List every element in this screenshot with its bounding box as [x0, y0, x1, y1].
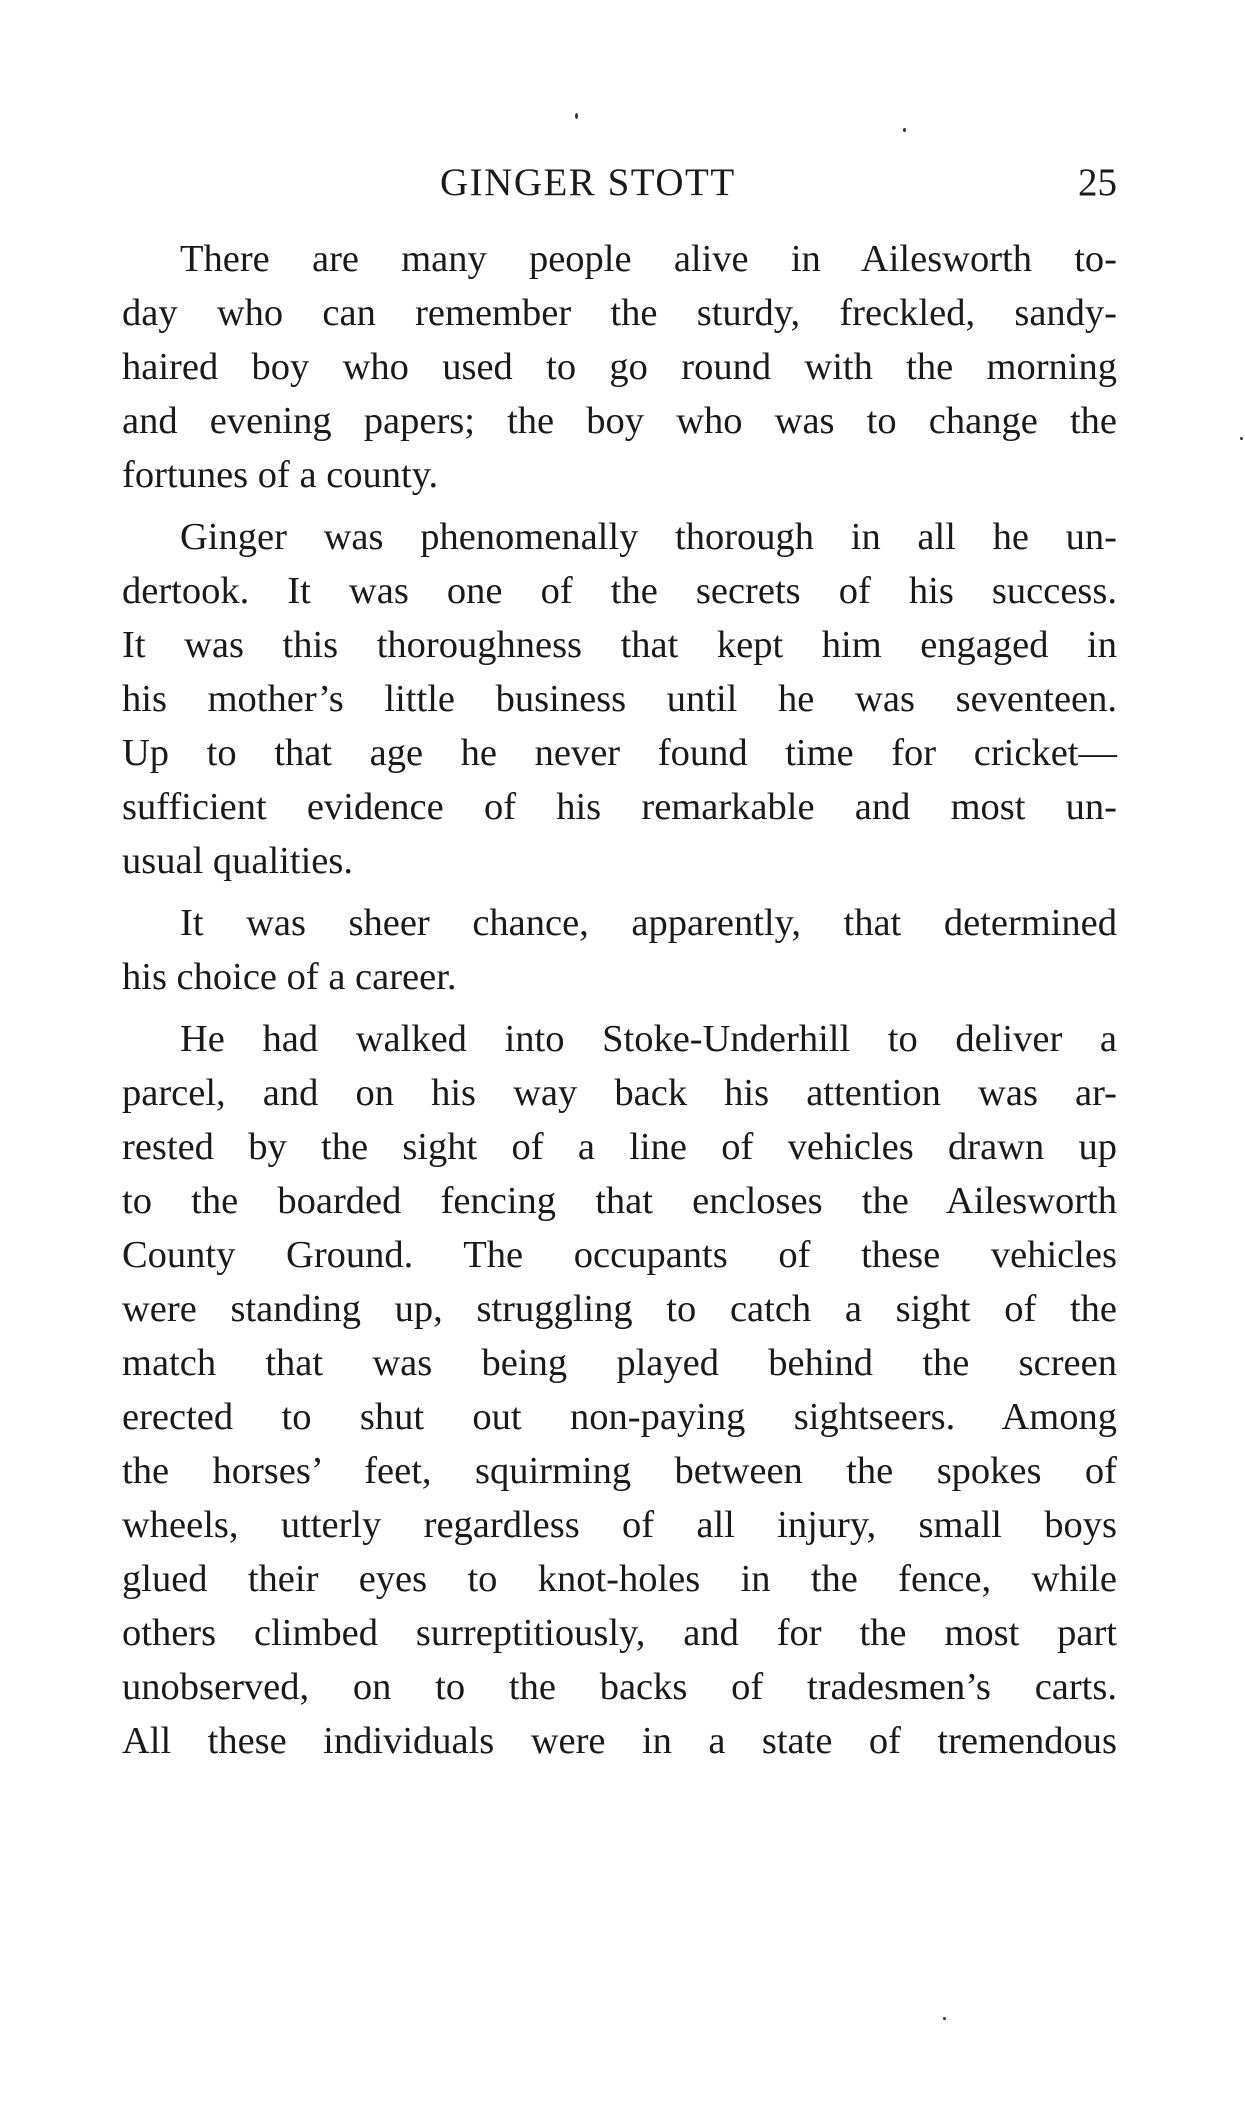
text-line: erected to shut out non-paying sightseers. Among	[122, 1396, 1117, 1438]
text-line: usual qualities.	[122, 840, 353, 882]
print-speck	[943, 2017, 946, 2020]
text-line: to the boarded fencing that encloses the Ailesworth	[122, 1180, 1117, 1222]
text-line: match that was being played behind the screen	[122, 1342, 1117, 1384]
paragraph	[122, 896, 1117, 1004]
text-line: unobserved, on to the backs of tradesmen’s carts.	[122, 1666, 1117, 1708]
paragraph	[122, 1012, 1117, 1768]
text-line: All these individuals were in a state of tremendous	[122, 1720, 1117, 1762]
page-header	[122, 158, 1117, 208]
text-line: Up to that age he never found time for cricket—	[122, 732, 1117, 774]
print-speck	[575, 113, 578, 119]
text-line: dertook. It was one of the secrets of his success.	[122, 570, 1117, 612]
page-number: 25	[1078, 161, 1117, 204]
print-speck	[1240, 437, 1243, 440]
text-line: wheels, utterly regardless of all injury, small boys	[122, 1504, 1117, 1546]
text-line: Ginger was phenomenally thorough in all he un-	[180, 516, 1117, 558]
text-line: his mother’s little business until he was seventeen.	[122, 678, 1117, 720]
text-line: and evening papers; the boy who was to change the	[122, 400, 1117, 442]
print-speck	[903, 128, 906, 132]
text-line: haired boy who used to go round with the morning	[122, 346, 1117, 388]
text-line: County Ground. The occupants of these vehicles	[122, 1234, 1117, 1276]
text-line: others climbed surreptitiously, and for the most part	[122, 1612, 1117, 1654]
text-line: the horses’ feet, squirming between the spokes of	[122, 1450, 1117, 1492]
text-line: sufficient evidence of his remarkable and most un-	[122, 786, 1117, 828]
text-line: glued their eyes to knot-holes in the fence, while	[122, 1558, 1117, 1600]
text-line: There are many people alive in Ailesworth to-	[180, 238, 1117, 280]
text-line: fortunes of a county.	[122, 454, 439, 496]
text-line: were standing up, struggling to catch a sight of the	[122, 1288, 1117, 1330]
text-line: day who can remember the sturdy, freckled, sandy-	[122, 292, 1117, 334]
text-line: his choice of a career.	[122, 956, 457, 998]
paragraph	[122, 232, 1117, 502]
text-line: rested by the sight of a line of vehicles drawn up	[122, 1126, 1117, 1168]
paragraph	[122, 510, 1117, 888]
text-line: parcel, and on his way back his attention was ar-	[122, 1072, 1117, 1114]
text-line: It was sheer chance, apparently, that determined	[180, 902, 1117, 944]
running-title: GINGER STOTT	[440, 161, 736, 204]
body-text	[122, 232, 1117, 1776]
text-line: He had walked into Stoke-Underhill to deliver a	[180, 1018, 1117, 1060]
text-line: It was this thoroughness that kept him engaged in	[122, 624, 1117, 666]
